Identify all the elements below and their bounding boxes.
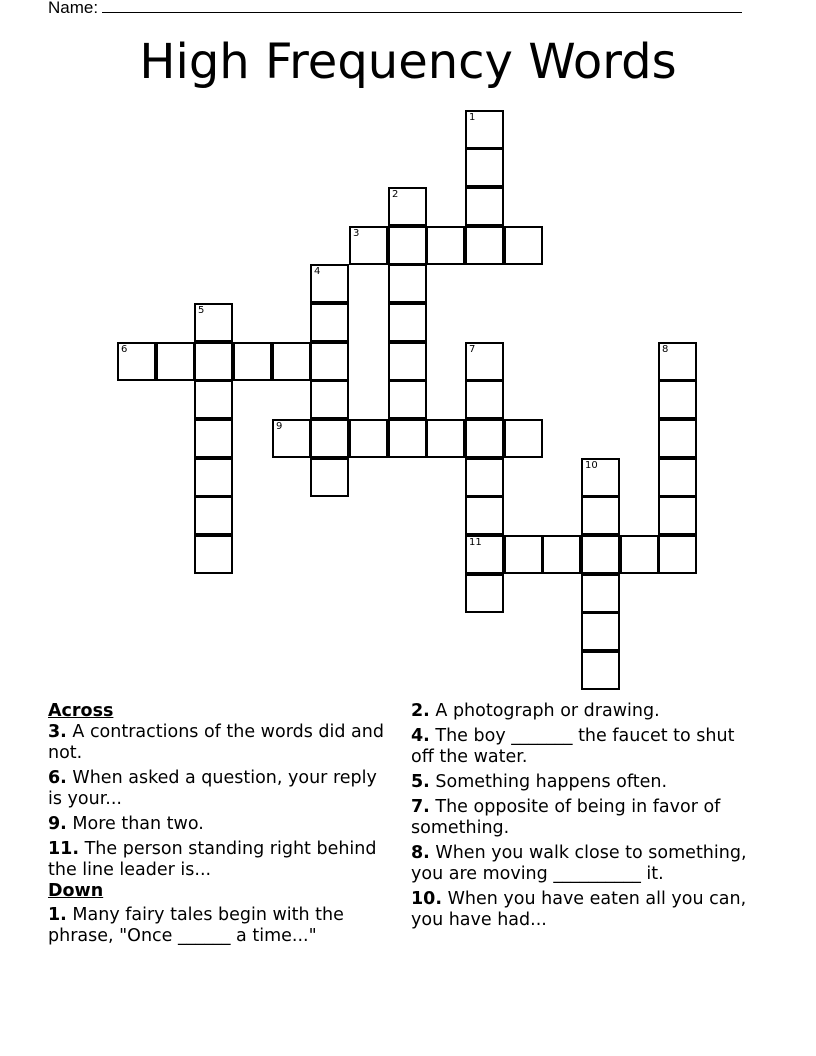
clue-number: 8	[662, 344, 669, 355]
grid-cell[interactable]	[504, 226, 543, 265]
grid-cell[interactable]	[194, 303, 233, 342]
grid-cell[interactable]	[658, 380, 697, 419]
grid-cell[interactable]	[465, 458, 504, 497]
grid-cell[interactable]	[658, 458, 697, 497]
grid-cell[interactable]	[388, 419, 427, 458]
clue-number: 7	[469, 344, 476, 355]
clue-number: 11	[469, 537, 482, 548]
grid-cell[interactable]	[310, 458, 349, 497]
grid-cell[interactable]	[194, 496, 233, 535]
down-heading: Down	[48, 881, 104, 901]
grid-cell[interactable]	[388, 380, 427, 419]
grid-cell[interactable]	[465, 148, 504, 187]
grid-cell[interactable]	[272, 419, 311, 458]
grid-cell[interactable]	[465, 419, 504, 458]
grid-cell[interactable]	[581, 612, 620, 651]
grid-cell[interactable]	[581, 496, 620, 535]
grid-cell[interactable]	[504, 419, 543, 458]
name-label: Name:	[48, 0, 99, 17]
grid-cell[interactable]	[658, 496, 697, 535]
grid-cell[interactable]	[542, 535, 581, 574]
clue-down-4: 4. The boy _______ the faucet to shut off the water.	[411, 726, 735, 767]
clue-down-7: 7. The opposite of being in favor of something.	[411, 797, 721, 838]
clues-right-column	[411, 701, 761, 935]
grid-cell[interactable]	[465, 342, 504, 381]
across-heading: Across	[48, 701, 114, 721]
grid-cell[interactable]	[310, 303, 349, 342]
grid-cell[interactable]	[194, 380, 233, 419]
clue-number: 9	[276, 421, 283, 432]
clue-down-1: 1. Many fairy tales begin with the phrase, "Once ______ a time..."	[48, 905, 344, 946]
grid-cell[interactable]	[581, 458, 620, 497]
grid-cell[interactable]	[194, 458, 233, 497]
grid-cell[interactable]	[658, 419, 697, 458]
clue-down-10: 10. When you have eaten all you can, you have had...	[411, 889, 747, 930]
grid-cell[interactable]	[465, 380, 504, 419]
clue-down-2: 2. A photograph or drawing.	[411, 701, 660, 721]
clue-number: 2	[392, 189, 399, 200]
grid-cell[interactable]	[194, 419, 233, 458]
grid-cell[interactable]	[581, 574, 620, 613]
grid-cell[interactable]	[620, 535, 659, 574]
grid-cell[interactable]	[465, 535, 504, 574]
clue-across-9: 9. More than two.	[48, 814, 204, 834]
grid-cell[interactable]	[156, 342, 195, 381]
clue-across-11: 11. The person standing right behind the line leader is...	[48, 839, 377, 880]
grid-cell[interactable]	[310, 342, 349, 381]
clue-down-8: 8. When you walk close to something, you are moving __________ it.	[411, 843, 747, 884]
grid-cell[interactable]	[349, 226, 388, 265]
grid-cell[interactable]	[426, 226, 465, 265]
grid-cell[interactable]	[465, 496, 504, 535]
grid-cell[interactable]	[504, 535, 543, 574]
grid-cell[interactable]	[658, 535, 697, 574]
clue-number: 10	[585, 460, 598, 471]
page-title: High Frequency Words	[139, 34, 677, 90]
grid-cell[interactable]	[194, 535, 233, 574]
grid-cell[interactable]	[658, 342, 697, 381]
grid-cell[interactable]	[388, 342, 427, 381]
clue-number: 5	[198, 305, 205, 316]
grid-cell[interactable]	[465, 226, 504, 265]
clues-left-column	[48, 701, 388, 951]
grid-cell[interactable]	[581, 535, 620, 574]
grid-cell[interactable]	[310, 419, 349, 458]
grid-cell[interactable]	[388, 187, 427, 226]
grid-cell[interactable]	[233, 342, 272, 381]
grid-cell[interactable]	[388, 264, 427, 303]
clue-number: 6	[121, 344, 128, 355]
grid-cell[interactable]	[465, 110, 504, 149]
clue-across-6: 6. When asked a question, your reply is your...	[48, 768, 377, 809]
grid-cell[interactable]	[388, 303, 427, 342]
grid-cell[interactable]	[426, 419, 465, 458]
clue-down-5: 5. Something happens often.	[411, 772, 668, 792]
grid-cell[interactable]	[272, 342, 311, 381]
grid-cell[interactable]	[465, 574, 504, 613]
clue-across-3: 3. A contractions of the words did and not.	[48, 722, 384, 763]
grid-cell[interactable]	[388, 226, 427, 265]
grid-cell[interactable]	[310, 380, 349, 419]
grid-cell[interactable]	[194, 342, 233, 381]
grid-cell[interactable]	[349, 419, 388, 458]
grid-cell[interactable]	[465, 187, 504, 226]
grid-cell[interactable]	[117, 342, 156, 381]
grid-cell[interactable]	[310, 264, 349, 303]
clue-number: 1	[469, 112, 476, 123]
clue-number: 3	[353, 228, 360, 239]
grid-cell[interactable]	[581, 651, 620, 690]
clue-number: 4	[314, 266, 321, 277]
